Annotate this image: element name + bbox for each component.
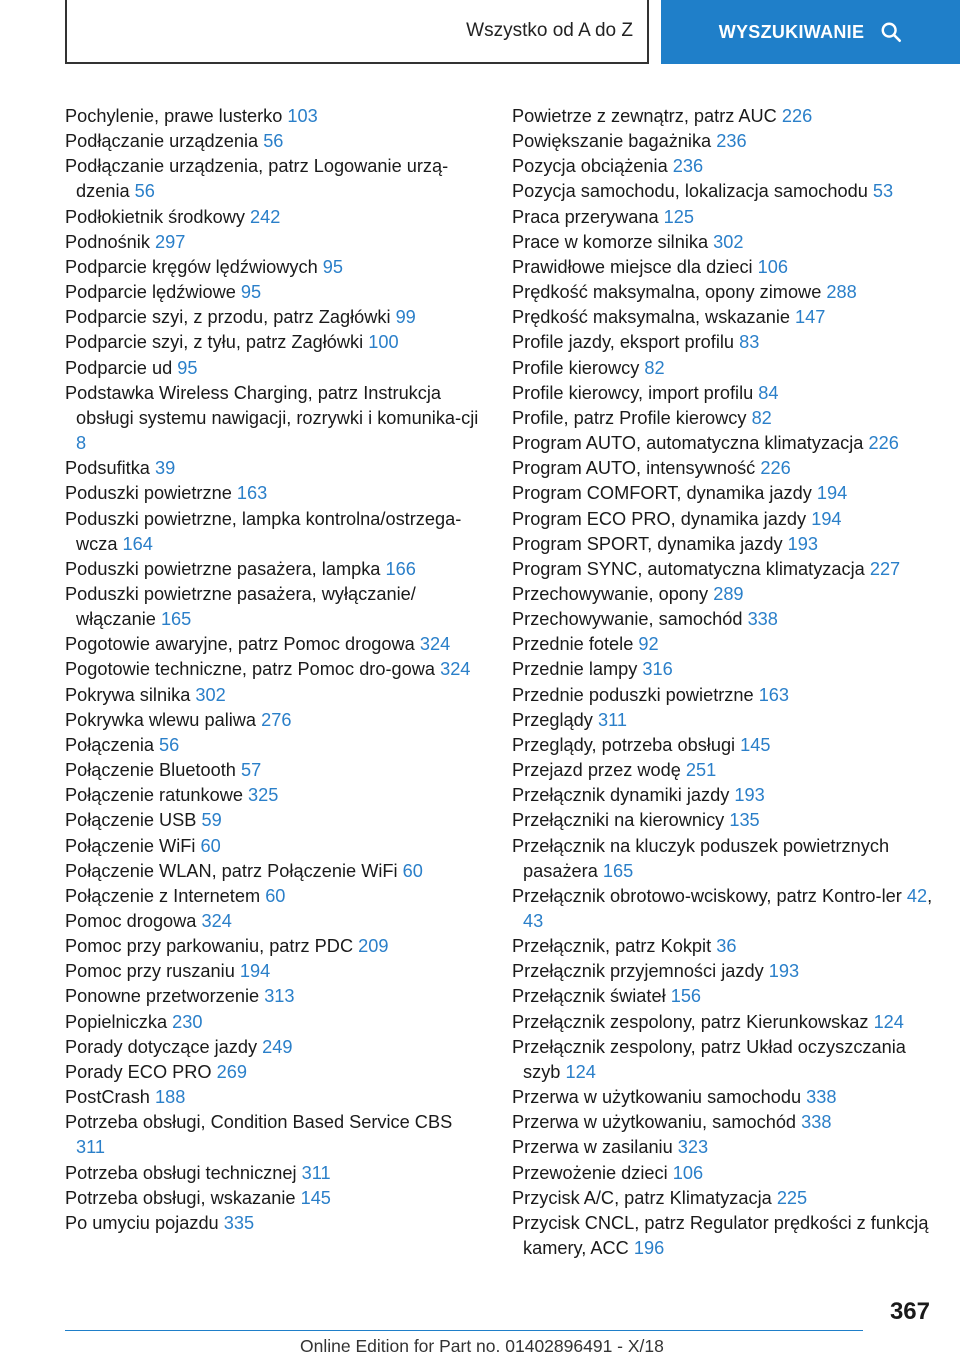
index-entry bbox=[65, 255, 485, 280]
index-entry-text: Praca przerywana bbox=[512, 206, 659, 227]
index-entry bbox=[65, 205, 485, 230]
page-link[interactable]: 106 bbox=[757, 256, 788, 277]
index-entry-text: Podparcie szyi, z tyłu, patrz Zagłówki bbox=[65, 332, 364, 353]
page-link[interactable]: 82 bbox=[751, 407, 772, 428]
index-entry-text: Prace w komorze silnika bbox=[512, 231, 709, 252]
page-link[interactable]: 124 bbox=[873, 1011, 904, 1032]
footer-edition-text: Online Edition for Part no. 01402896491 - X/18 bbox=[300, 1336, 664, 1356]
index-entry-text: Pogotowie awaryjne, patrz Pomoc drogowa bbox=[65, 634, 415, 655]
index-entry-text: Podłokietnik środkowy bbox=[65, 206, 245, 227]
index-entry-text: Przełącznik przyjemności jazdy bbox=[512, 961, 764, 982]
index-entry-text: PostCrash bbox=[65, 1087, 150, 1108]
index-entry bbox=[512, 431, 937, 456]
index-entry-text: Profile jazdy, eksport profilu bbox=[512, 332, 735, 353]
index-entry bbox=[65, 104, 485, 129]
page-link[interactable]: 335 bbox=[223, 1212, 255, 1233]
page-link[interactable]: 251 bbox=[685, 760, 717, 781]
page-link[interactable]: 60 bbox=[402, 860, 423, 881]
index-entry bbox=[65, 783, 485, 808]
page-link[interactable]: 60 bbox=[265, 885, 286, 906]
index-entry bbox=[65, 632, 485, 657]
index-entry bbox=[65, 330, 485, 355]
index-entry-text: Profile, patrz Profile kierowcy bbox=[512, 407, 747, 428]
page-link[interactable]: 43 bbox=[523, 911, 544, 931]
index-entry bbox=[65, 934, 485, 959]
index-entry-text: Przełącznik zespolony, patrz Układ oczyszczania szyb bbox=[512, 1036, 906, 1082]
index-entry bbox=[512, 179, 937, 204]
page-link[interactable]: 227 bbox=[869, 558, 901, 579]
page-link[interactable]: 236 bbox=[716, 131, 747, 152]
index-entry bbox=[65, 280, 485, 305]
index-entry bbox=[65, 808, 485, 833]
index-entry bbox=[65, 557, 485, 582]
page-link[interactable]: 194 bbox=[239, 961, 271, 982]
page-link[interactable]: 209 bbox=[358, 936, 389, 957]
page-link[interactable]: 95 bbox=[177, 357, 198, 378]
index-entry-text: Pozycja obciążenia bbox=[512, 156, 668, 177]
index-entry-text: Połączenie WLAN, patrz Połączenie WiFi bbox=[65, 860, 398, 881]
index-entry-text: Przechowywanie, opony bbox=[512, 583, 709, 604]
page-link[interactable]: 289 bbox=[713, 583, 744, 604]
page-link[interactable]: 338 bbox=[806, 1087, 837, 1108]
index-entry-text: Przerwa w użytkowaniu, samochód bbox=[512, 1112, 797, 1133]
page-link[interactable]: 226 bbox=[781, 106, 813, 126]
index-entry bbox=[65, 1110, 485, 1160]
index-entry bbox=[65, 683, 485, 708]
page-number: 367 bbox=[889, 1298, 930, 1325]
index-entry-text: Przeglądy, potrzeba obsługi bbox=[512, 734, 736, 755]
index-entry-text: Ponowne przetworzenie bbox=[65, 986, 260, 1007]
index-entry bbox=[512, 632, 937, 657]
page-link[interactable]: 145 bbox=[740, 734, 771, 755]
page-link[interactable]: 193 bbox=[768, 961, 800, 982]
index-entry-text: Przerwa w użytkowaniu samochodu bbox=[512, 1087, 802, 1108]
index-entry-text: Podnośnik bbox=[65, 231, 150, 252]
index-entry-text: Popielniczka bbox=[65, 1011, 168, 1032]
index-entry-text: Potrzeba obsługi, Condition Based Service CBS bbox=[65, 1112, 453, 1133]
index-entry-text: Porady ECO PRO bbox=[65, 1061, 212, 1082]
index-entry-text: Po umyciu pojazdu bbox=[65, 1212, 219, 1233]
page-link[interactable]: 60 bbox=[200, 835, 221, 856]
index-entry bbox=[512, 708, 937, 733]
index-entry-text: Profile kierowcy bbox=[512, 357, 640, 378]
page-link[interactable]: 8 bbox=[76, 433, 87, 454]
index-entry-text: Przełącznik świateł bbox=[512, 986, 666, 1007]
index-entry bbox=[512, 280, 937, 305]
page-link[interactable]: 193 bbox=[787, 533, 818, 554]
page-link[interactable]: 163 bbox=[236, 483, 268, 504]
index-entry bbox=[65, 582, 485, 632]
index-entry-text: Przednie poduszki powietrzne bbox=[512, 684, 754, 705]
index-entry-text: Podparcie kręgów lędźwiowych bbox=[65, 256, 318, 277]
index-entry-text: Przełącznik, patrz Kokpit bbox=[512, 936, 712, 957]
index-entry-text: Pomoc przy ruszaniu bbox=[65, 961, 235, 982]
index-entry bbox=[65, 1060, 485, 1085]
page-link[interactable]: 56 bbox=[263, 131, 284, 152]
page-link[interactable]: 297 bbox=[155, 231, 186, 252]
page-link[interactable]: 316 bbox=[642, 659, 673, 680]
page-link[interactable]: 236 bbox=[672, 156, 704, 177]
index-entry bbox=[65, 909, 485, 934]
index-entry-text: Powiększanie bagażnika bbox=[512, 131, 712, 152]
index-entry bbox=[65, 959, 485, 984]
page-link[interactable]: 36 bbox=[716, 936, 737, 957]
index-entry bbox=[512, 1110, 937, 1135]
index-entry bbox=[512, 381, 937, 406]
index-entry-text: Program SPORT, dynamika jazdy bbox=[512, 533, 783, 554]
index-entry bbox=[65, 1035, 485, 1060]
index-entry-text: Program ECO PRO, dynamika jazdy bbox=[512, 508, 807, 529]
index-entry bbox=[512, 507, 937, 532]
index-entry-text: Przejazd przez wodę bbox=[512, 760, 681, 781]
index-entry-text: Podparcie lędźwiowe bbox=[65, 282, 236, 303]
index-entry-text: Pokrywa silnika bbox=[65, 684, 191, 705]
page-link[interactable]: 242 bbox=[250, 206, 281, 227]
index-entry bbox=[512, 104, 937, 129]
page-link[interactable]: 165 bbox=[160, 609, 192, 630]
index-entry bbox=[65, 708, 485, 733]
index-entry-text: Program AUTO, automatyczna klimatyzacja bbox=[512, 433, 864, 454]
index-entry bbox=[65, 481, 485, 506]
index-entry-text: Przewożenie dzieci bbox=[512, 1162, 668, 1183]
search-icon bbox=[880, 21, 902, 43]
index-entry bbox=[512, 984, 937, 1009]
page-link[interactable]: 226 bbox=[868, 433, 899, 454]
page-link[interactable]: 311 bbox=[597, 709, 627, 730]
index-entry bbox=[65, 129, 485, 154]
index-column-left bbox=[65, 104, 485, 1236]
index-entry-text: Program SYNC, automatyczna klimatyzacja bbox=[512, 558, 865, 579]
index-entry bbox=[512, 959, 937, 984]
page-link[interactable]: 125 bbox=[663, 206, 694, 227]
index-entry bbox=[65, 859, 485, 884]
page-link[interactable]: 338 bbox=[801, 1112, 832, 1133]
page-link[interactable]: 145 bbox=[300, 1187, 331, 1208]
index-entry bbox=[512, 305, 937, 330]
page-link[interactable]: 194 bbox=[816, 483, 848, 504]
index-entry bbox=[512, 1085, 937, 1110]
index-entry-text: Połączenie USB bbox=[65, 810, 197, 831]
index-entry-text: Przechowywanie, samochód bbox=[512, 609, 743, 630]
index-entry bbox=[65, 507, 485, 557]
index-entry bbox=[512, 330, 937, 355]
index-entry bbox=[65, 305, 485, 330]
page-link[interactable]: 56 bbox=[159, 734, 180, 755]
index-entry-text: Przełącznik na kluczyk poduszek powietrznych pasażera bbox=[512, 835, 890, 881]
index-entry bbox=[65, 381, 485, 456]
index-entry bbox=[65, 834, 485, 859]
page-link[interactable]: 156 bbox=[670, 986, 702, 1007]
index-entry-text: Podsufitka bbox=[65, 458, 150, 479]
index-entry bbox=[65, 456, 485, 481]
index-entry bbox=[65, 1186, 485, 1211]
page-link[interactable]: 338 bbox=[747, 609, 778, 630]
index-entry bbox=[512, 406, 937, 431]
tab-label: Wszystko od A do Z bbox=[466, 20, 633, 41]
page-link[interactable]: 302 bbox=[195, 684, 226, 705]
index-entry bbox=[512, 1211, 937, 1261]
page-link[interactable]: 324 bbox=[440, 659, 471, 680]
page-link[interactable]: 95 bbox=[322, 256, 344, 277]
index-entry bbox=[65, 356, 485, 381]
index-entry bbox=[65, 984, 485, 1009]
page-link[interactable]: 196 bbox=[633, 1238, 665, 1259]
index-entry-text: Przednie fotele bbox=[512, 634, 634, 655]
footer-divider bbox=[65, 1330, 863, 1331]
index-entry-text: Przednie lampy bbox=[512, 659, 638, 680]
page-link[interactable]: 103 bbox=[287, 106, 318, 126]
index-entry bbox=[512, 557, 937, 582]
index-entry-text: Połączenie Bluetooth bbox=[65, 760, 236, 781]
index-entry bbox=[512, 154, 937, 179]
page-link[interactable]: 56 bbox=[134, 181, 155, 202]
index-entry bbox=[512, 607, 937, 632]
index-entry-text: Prędkość maksymalna, opony zimowe bbox=[512, 282, 822, 303]
index-entry bbox=[65, 1211, 485, 1236]
page-link[interactable]: 39 bbox=[155, 458, 176, 479]
index-entry bbox=[512, 683, 937, 708]
index-entry-text: Potrzeba obsługi technicznej bbox=[65, 1162, 297, 1183]
page-link[interactable]: 57 bbox=[240, 760, 262, 781]
index-entry-text: Podparcie ud bbox=[65, 357, 173, 378]
index-entry bbox=[512, 230, 937, 255]
search-label: WYSZUKIWANIE bbox=[718, 21, 865, 42]
page-link[interactable]: 276 bbox=[261, 709, 292, 730]
index-entry bbox=[512, 1161, 937, 1186]
page-link[interactable]: 100 bbox=[368, 332, 399, 353]
index-entry-text: Program AUTO, intensywność bbox=[512, 458, 756, 479]
index-entry bbox=[512, 1135, 937, 1160]
index-entry-text: Pomoc przy parkowaniu, patrz PDC bbox=[65, 936, 354, 957]
page-link[interactable]: 99 bbox=[395, 307, 416, 328]
index-entry bbox=[512, 129, 937, 154]
index-entry bbox=[512, 758, 937, 783]
index-entry-text: Prędkość maksymalna, wskazanie bbox=[512, 307, 790, 328]
page-link[interactable]: 325 bbox=[248, 785, 279, 806]
index-entry-text: Połączenie ratunkowe bbox=[65, 785, 243, 806]
index-entry-text: Program COMFORT, dynamika jazdy bbox=[512, 483, 812, 504]
index-entry bbox=[65, 1085, 485, 1110]
page-link[interactable]: 288 bbox=[826, 282, 857, 303]
index-entry bbox=[65, 154, 485, 204]
index-entry bbox=[512, 934, 937, 959]
page-link[interactable]: 302 bbox=[713, 231, 744, 252]
index-entry bbox=[512, 1186, 937, 1211]
page-link[interactable]: 269 bbox=[216, 1061, 247, 1082]
index-entry-text: Prawidłowe miejsce dla dzieci bbox=[512, 256, 753, 277]
index-entry bbox=[512, 834, 937, 884]
page-link[interactable]: 164 bbox=[122, 533, 153, 554]
index-entry-text: Przeglądy bbox=[512, 709, 593, 730]
search-button[interactable] bbox=[661, 0, 960, 64]
page-link[interactable]: 193 bbox=[734, 785, 765, 806]
page-link[interactable]: 313 bbox=[264, 986, 295, 1007]
index-entry bbox=[65, 1161, 485, 1186]
page-link[interactable]: 59 bbox=[201, 810, 222, 831]
page-link[interactable]: 163 bbox=[758, 684, 790, 705]
index-entry bbox=[65, 657, 485, 682]
page-link[interactable]: 188 bbox=[154, 1087, 186, 1108]
index-entry bbox=[512, 783, 937, 808]
index-entry-text: Pogotowie techniczne, patrz Pomoc dro‐gowa bbox=[65, 659, 436, 680]
page-link[interactable]: 95 bbox=[240, 282, 262, 303]
page-link[interactable]: 226 bbox=[760, 458, 791, 479]
page-link[interactable]: 165 bbox=[602, 860, 634, 881]
index-entry bbox=[512, 733, 937, 758]
index-entry-text: Połączenie WiFi bbox=[65, 835, 196, 856]
index-entry bbox=[65, 230, 485, 255]
index-entry bbox=[65, 1010, 485, 1035]
index-entry-text: Poduszki powietrzne pasażera, wyłączanie/ włączanie bbox=[65, 583, 416, 630]
page-link[interactable]: 194 bbox=[811, 508, 842, 529]
index-entry-text: Przycisk CNCL, patrz Regulator prędkości z funkcją kamery, ACC bbox=[512, 1212, 929, 1259]
page-link[interactable]: 124 bbox=[565, 1061, 596, 1082]
page-link[interactable]: 53 bbox=[872, 181, 894, 202]
index-entry-text: Pomoc drogowa bbox=[65, 911, 197, 931]
index-entry-text: Podłączanie urządzenia, patrz Logowanie urzą‐dzenia bbox=[65, 156, 449, 202]
index-entry: Przełącznik obrotowo-wciskowy, patrz Kontro‐ler 42, 43 bbox=[512, 885, 933, 931]
index-entry-text: Połączenie z Internetem bbox=[65, 885, 261, 906]
page-link[interactable]: 147 bbox=[795, 307, 826, 328]
index-column-right bbox=[512, 104, 937, 1261]
index-entry-text: Pozycja samochodu, lokalizacja samochodu bbox=[512, 181, 868, 202]
index-entry-text: Przerwa w zasilaniu bbox=[512, 1137, 673, 1158]
page-link[interactable]: 311 bbox=[76, 1137, 105, 1158]
index-entry bbox=[512, 456, 937, 481]
page-link[interactable]: 106 bbox=[672, 1162, 704, 1183]
index-entry-text: Poduszki powietrzne bbox=[65, 483, 232, 504]
index-entry-text: Przycisk A/C, patrz Klimatyzacja bbox=[512, 1187, 772, 1208]
index-entry bbox=[65, 884, 485, 909]
page-link[interactable]: 82 bbox=[644, 357, 665, 378]
page-link[interactable]: 249 bbox=[262, 1036, 293, 1057]
index-entry-text: Powietrze z zewnątrz, patrz AUC bbox=[512, 106, 777, 126]
page-link[interactable]: 135 bbox=[729, 810, 760, 831]
index-entry-text: Przełączniki na kierownicy bbox=[512, 810, 725, 831]
index-entry-text: Przełącznik dynamiki jazdy bbox=[512, 785, 730, 806]
index-entry bbox=[512, 808, 937, 833]
index-entry-text: Przełącznik zespolony, patrz Kierunkowskaz bbox=[512, 1011, 869, 1032]
page-link[interactable]: 84 bbox=[758, 382, 779, 403]
index-entry bbox=[512, 657, 937, 682]
index-entry-text: Poduszki powietrzne pasażera, lampka bbox=[65, 558, 381, 579]
tab-all-a-to-z[interactable] bbox=[65, 0, 649, 64]
page-link[interactable]: 230 bbox=[172, 1011, 203, 1032]
index-entry bbox=[512, 356, 937, 381]
index-entry bbox=[512, 1010, 937, 1035]
index-entry bbox=[65, 758, 485, 783]
index-entry-text: Porady dotyczące jazdy bbox=[65, 1036, 258, 1057]
page-link[interactable]: 83 bbox=[739, 332, 760, 353]
page-link[interactable]: 225 bbox=[776, 1187, 808, 1208]
page-link[interactable]: 42 bbox=[906, 885, 928, 906]
index-entry-text: Podparcie szyi, z przodu, patrz Zagłówki bbox=[65, 307, 391, 328]
index-entry-text: Profile kierowcy, import profilu bbox=[512, 382, 754, 403]
index-entry-text: Podłączanie urządzenia bbox=[65, 131, 259, 152]
index-entry-text: Pochylenie, prawe lusterko bbox=[65, 106, 283, 126]
index-entry-text: Potrzeba obsługi, wskazanie bbox=[65, 1187, 296, 1208]
index-entry bbox=[512, 205, 937, 230]
index-entry-text: Przełącznik obrotowo-wciskowy, patrz Kontro‐ler bbox=[512, 885, 902, 906]
index-entry bbox=[512, 582, 937, 607]
page-link[interactable]: 324 bbox=[419, 634, 451, 655]
page-link[interactable]: 323 bbox=[677, 1137, 709, 1158]
index-entry bbox=[512, 481, 937, 506]
index-entry bbox=[65, 733, 485, 758]
page-link[interactable]: 324 bbox=[201, 911, 232, 931]
index-entry-text: Pokrywka wlewu paliwa bbox=[65, 709, 257, 730]
page-link[interactable]: 311 bbox=[301, 1162, 331, 1183]
index-entry bbox=[512, 532, 937, 557]
index-entry bbox=[512, 255, 937, 280]
index-entry-text: Poduszki powietrzne, lampka kontrolna/ostrzega‐wcza bbox=[65, 508, 462, 554]
page-link[interactable]: 92 bbox=[638, 634, 659, 655]
index-entry-text: Podstawka Wireless Charging, patrz Instrukcja obsługi systemu nawigacji, rozrywki i komunika‐cji bbox=[65, 382, 479, 428]
page-link[interactable]: 166 bbox=[385, 558, 416, 579]
index-entry-text: Połączenia bbox=[65, 734, 154, 755]
index-entry bbox=[512, 1035, 937, 1085]
